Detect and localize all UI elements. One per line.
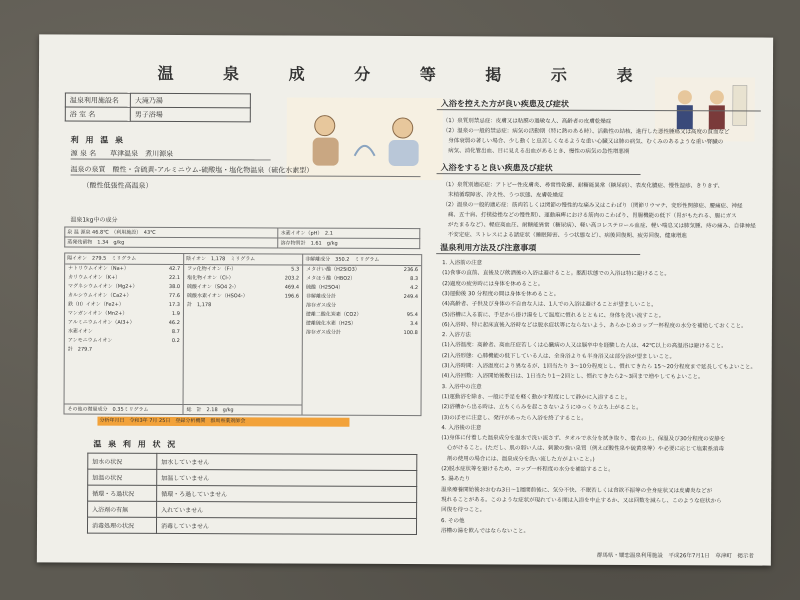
usage-label: 循環・ろ過状況 (88, 485, 157, 501)
ion-value: 196.6 (284, 293, 300, 300)
ion-value: 249.4 (403, 293, 419, 301)
dissolved-cell: 溶存物質計 1.61 g/kg (278, 238, 420, 249)
ion-value: 469.4 (284, 284, 300, 291)
ion-name: アルミニウムイオン（Al3+） (67, 319, 135, 326)
ion-value: 100.8 (403, 329, 418, 337)
posting-signature: 群馬県・嬬恋温泉利用施設 平成26年7月1日 草津町 掲示者 (596, 552, 754, 560)
anion-column (184, 254, 304, 415)
notice-text-line: (2)浴槽から出る時は、立ちくらみを起こさないようにゆっくり立ち上がること。 (441, 404, 642, 412)
ion-name: 水素イオン (67, 328, 93, 335)
notice-text-line: 痛、五十肩、打撲捻挫などの慢性期）、運動麻痺における筋肉のこわばり、胃腸機能の低下（胃がもたれる、腸にガス (442, 212, 737, 220)
notice-text-line: 2. 入浴方法 (441, 332, 471, 339)
notice-text-line: (5)浴槽に入る前に、手足から掛け湯をして温度に慣れるとともに、身体を洗い流すこと。 (441, 311, 665, 319)
ion-value: 1.9 (171, 310, 180, 318)
notice-text-line: 1. 入浴前の注意 (442, 260, 483, 267)
contraindications-heading: 入浴を控えた方が良い疾患及び症状 (437, 98, 761, 111)
ion-name: メタほう酸（HBO2） (306, 275, 356, 282)
usage-value: 循環・ろ過していません (157, 485, 417, 502)
ion-value: 8.7 (171, 328, 180, 336)
notice-text-line: 6. その他 (441, 517, 465, 524)
notice-text-line: (2)脱水症状等を避けるため、コップ一杯程度の水分を補給すること。 (441, 466, 614, 473)
ion-value: 95.4 (406, 312, 418, 319)
notice-text-line: (4)入浴回数：入浴開始後数日は、1日当たり1～2回とし、慣れてきたら2～3回まで増やしてもよいこと。 (441, 373, 704, 381)
ion-value: 236.6 (403, 266, 419, 274)
ion-row (184, 283, 302, 293)
ion-name: 溶存ガス成分計 (305, 329, 341, 336)
ion-name: 硫酸水素イオン（HSO4-） (187, 293, 248, 300)
ion-value: 4.2 (410, 285, 419, 292)
ion-value: 8.3 (410, 276, 419, 283)
ion-name: 遊離硫化水素（H2S） (305, 320, 357, 327)
ion-row (303, 329, 421, 339)
quality-subtype: （酸性低張性高温泉） (82, 181, 153, 190)
notice-text-line: 身体衰弱の著しい場合、少し動くと息苦しくなるような重い心臓又は肺の病気、むくみのあるような重い腎臓の (442, 138, 724, 146)
usage-value: 消毒していません (156, 517, 416, 534)
usage-row (87, 517, 416, 534)
nondissociated-list (303, 266, 421, 339)
ion-name: 溶存ガス成分 (305, 302, 337, 309)
grand-total-footer: 総 計 2.18 g/kg (184, 404, 302, 415)
source-name: 草津温泉 煮川源泉 (110, 149, 174, 158)
usage-label: 加水の状況 (88, 453, 157, 469)
notice-text-line: (1)運動浴を除き、一般に手足を軽く動かす程度にして静かに入浴すること。 (441, 394, 631, 401)
notice-text-line: （2）温泉の一般的禁忌症：病気の活動期（特に熱のある時）、活動性の結核、進行した悪性腫瘍又は高度の貧血など (442, 128, 730, 136)
ion-row (65, 274, 183, 284)
notice-text-line: (3)のぼせに注意し、発汗があったら入浴を終了すること。 (441, 414, 587, 422)
usage-row (88, 469, 417, 486)
cation-list (65, 265, 183, 347)
ion-value: 3.4 (409, 321, 418, 328)
source-line: 源 泉 名 草津温泉 煮川源泉 (71, 149, 271, 161)
notice-text-line: 温泉療養開始後おおむね3日～1週間前後に、気分不快、不眠若しくは食欲不振等の全身症状又は皮膚炎などが (441, 486, 713, 494)
anion-total: 計 1,178 (186, 302, 212, 309)
analysis-summary-table (64, 227, 420, 250)
ion-row (184, 292, 302, 302)
notice-text-line: (6)入浴時、特に起床直後入浴時などは脱水症状等にならないよう、あらかじめコップ一杯程度の水分を補給しておくこと。 (441, 321, 747, 330)
notice-text-line: (1)入浴温度：高齢者、高血圧症若しくは心臓病の人又は脳卒中を経験した人は、42℃以上の高温浴は避けること。 (441, 342, 727, 350)
cation-total: 計 279.7 (67, 346, 93, 353)
usage-row (88, 453, 417, 470)
ion-name: 塩化物イオン（Cl-） (187, 275, 234, 282)
ion-value: 46.2 (168, 319, 180, 327)
notice-title: 温 泉 成 分 等 掲 示 表 (157, 63, 655, 86)
notice-text-line: (3)入浴時間：入浴温度により異なるが、1回当たり 3～10分程度とし、慣れてきたら 15～20分程度まで延長してもよいこと。 (441, 363, 757, 371)
notice-text-line: 病気、消化管出血、目に見える出血があるとき、慢性の病気の急性増悪期 (442, 148, 630, 155)
notice-text-line: 3. 入浴中の注意 (441, 383, 482, 390)
facility-label: 温泉利用施設名 (65, 93, 130, 107)
notice-text-line: 末梢循環障害、冷え性、うつ状態、皮膚乾燥症 (442, 192, 564, 199)
ion-name: 鉄（II）イオン（Fe2+） (67, 301, 124, 308)
usage-notes-heading: 温泉利用方法及び注意事項 (436, 242, 640, 255)
ion-value: 5.3 (291, 266, 300, 273)
cation-header: 陽イオン 279.5 ミリグラム (65, 254, 183, 266)
notice-text-line: 剤の使用の場合には、温泉成分を洗い流した方がよいこと。) (441, 455, 595, 463)
ion-value: 22.1 (168, 274, 181, 282)
onsen-heading: 利 用 温 泉 (70, 135, 126, 145)
ion-value: 77.6 (168, 292, 181, 300)
ion-row (65, 265, 183, 275)
usage-label: 入浴剤の有無 (88, 501, 157, 517)
ion-name: アンモニウムイオン (67, 337, 113, 344)
anion-header: 陰イオン 1,178 ミリグラム (184, 254, 302, 266)
ion-value: 0.2 (171, 337, 180, 345)
analysis-date-row: 分析年月日 令和3年 7月 25日 登録分析機関 群馬県薬剤師会 (97, 417, 349, 427)
usage-value: 入れていません (157, 501, 417, 518)
ion-name: ナトリウムイオン（Na+） (68, 265, 129, 272)
trace-footer: その他の微量成分 0.35ミリグラム (65, 404, 183, 415)
notice-text-line: 4. 入浴後の注意 (441, 424, 482, 432)
ion-composition-grid (63, 253, 422, 417)
bathroom-label: 浴 室 名 (65, 107, 130, 121)
notice-text-line: (2)過度の疲労時には身体を休めること。 (442, 280, 544, 288)
usage-row (88, 501, 417, 518)
facility-value: 大滝乃湯 (130, 93, 250, 108)
usage-heading: 温 泉 利 用 状 況 (93, 439, 178, 450)
onsen-notice-board (37, 34, 773, 565)
nondissociated-header: 非解離成分 350.2 ミリグラム (303, 255, 421, 267)
notice-text-line: 心がけること。(ただし、肌の弱い人は、刺激の強い泉質（例えば酸性泉や硫黄泉等）や必要に応じて塩素系消毒 (441, 445, 725, 453)
usage-label: 消毒処理の状況 (87, 517, 156, 533)
notice-text-line: (1)身体に付着した温泉成分を温水で洗い流さず、タオルで水分を拭き取り、着衣の上、保温及び30分程度の安静を (441, 435, 726, 443)
notice-text-line: 5. 湯あたり (441, 476, 471, 483)
ion-row (65, 283, 183, 293)
ion-name: 遊離二酸化炭素（CO2） (305, 311, 362, 318)
nondissociated-column (302, 255, 421, 416)
ion-name: カルシウムイオン（Ca2+） (68, 292, 132, 299)
ion-name: マンガンイオン（Mn2+） (67, 310, 128, 317)
ion-name: 硫酸（H2SO4） (306, 284, 344, 291)
facility-info-table (65, 93, 251, 123)
notice-text-line: がたまるなど）、軽症高血圧、耐糖能異常（糖尿病）、軽い高コレステロール血症、軽い喘息又は肺気腫、痔の痛み、自律神経 (442, 222, 756, 230)
ion-name: カリウムイオン（K+） (68, 274, 121, 281)
ion-row (184, 265, 302, 275)
notice-text-line: 不安定症、ストレスによる諸症状（睡眠障害、うつ状態など）、病後回復期、疲労回復、健康増進 (442, 232, 687, 240)
notice-text-line: （1）泉質別適応症：アトピー性皮膚炎、尋常性乾癬、耐糖能異常（糖尿病）、表皮化膿症、慢性湿疹、きりきず、 (442, 182, 724, 190)
ion-name: 硫酸イオン（SO4 2-） (187, 284, 239, 291)
residue-cell: 蒸発残留物 1.34 g/kg (65, 237, 278, 248)
ion-name: メタけい酸（H2SiO3） (306, 266, 360, 273)
usage-label: 加温の状況 (88, 469, 157, 485)
usage-status-table (87, 453, 417, 535)
notice-text-line: (3)運動後 30 分程度の間は身体を休めること。 (442, 291, 560, 298)
usage-value: 加水していません (157, 453, 417, 470)
temperature-cell: 泉 温 源泉 46.8℃ （利用施設） 43℃ (65, 227, 278, 238)
ion-name: 非解離成分計 (306, 293, 337, 300)
ion-value: 42.7 (168, 265, 181, 273)
quality-line: 温泉の泉質 酸性・含硫黄-アルミニウム-硫酸塩・塩化物温泉（硫化水素型） (71, 165, 421, 178)
usage-value: 加温していません (157, 469, 417, 486)
notice-text-line: (4)高齢者、子供及び身体の不自由な人は、1人での入浴は避けることが望ましいこと。 (441, 301, 657, 309)
ion-value: 203.2 (284, 275, 300, 282)
anion-list (184, 265, 302, 302)
notice-text-line: (1)食事の直前、直後及び飲酒後の入浴は避けること。酩酊状態での入浴は特に避けること。 (442, 270, 670, 278)
cation-column (65, 254, 185, 415)
ion-name: マグネシウムイオン（Mg2+） (68, 283, 138, 290)
ion-value: 17.3 (168, 301, 180, 309)
ph-cell: 水素イオン（pH） 2.1 (278, 228, 420, 239)
notice-text-line: (2)入浴形態：心肺機能の低下している人は、全身浴よりも半身浴又は部分浴が望ましいこと。 (441, 352, 676, 360)
ion-name: フッ化物イオン（F-） (187, 266, 237, 273)
bathroom-value: 男子浴場 (130, 107, 250, 122)
notice-text-line: 浴槽の湯を飲んではならないこと。 (440, 527, 530, 535)
usage-row (88, 485, 417, 502)
per-kg-label: 温泉1kg中の成分 (70, 216, 118, 224)
ion-row (184, 274, 302, 284)
quality-value: 酸性・含硫黄-アルミニウム-硫酸塩・塩化物温泉（硫化水素型） (112, 165, 314, 175)
notice-text-line: （2）温泉の一般的適応症：筋肉若しくは関節の慢性的な痛み又はこわばり（関節リウマチ、変形性関節症、腰痛症、神経 (442, 202, 743, 210)
ion-value: 38.0 (168, 283, 181, 291)
indications-heading: 入浴をすると良い疾患及び症状 (437, 162, 641, 175)
notice-text-line: （1）泉質別禁忌症：皮膚又は粘膜の過敏な人、高齢者の皮膚乾燥症 (442, 118, 612, 125)
notice-text-line: 現れることがある。このような症状が現れている間は入浴を中止するか、又は回数を減らし、このような症状から (441, 497, 722, 505)
notice-text-line: 回復を待つこと。 (441, 507, 486, 514)
